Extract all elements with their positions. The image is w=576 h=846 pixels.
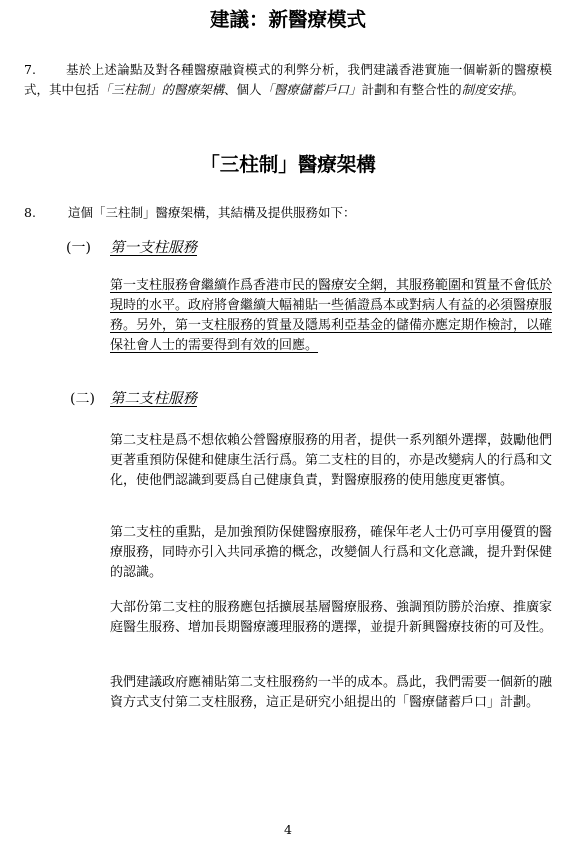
section-1-body-text: 第一支柱服務會繼續作爲香港市民的醫療安全網，其服務範圍和質量不會低於現時的水平。政府將會繼續大幅補貼一些循證爲本或對病人有益的必須醫療服務。另外，第一支柱服務的質量及隱馬利亞基金的儲備亦應定期作檢討，以確保社會人士的需要得到有效的回應。 [110, 278, 553, 353]
heading-three-pillar-framework: 「三柱制」醫療架構 [200, 153, 376, 176]
section-1-number: (一) [66, 240, 91, 256]
page-number: 4 [284, 822, 292, 837]
section-1-body [110, 276, 552, 356]
paragraph-7-text-d: 。 [511, 82, 525, 97]
paragraph-8-number: 8. [24, 205, 36, 220]
section-2-paragraph-3: 大部份第二支柱的服務應包括擴展基層醫療服務、強調預防勝於治療、推廣家庭醫生服務、增加長期醫療護理服務的選擇，並提升新興醫療技術的可及性。 [110, 600, 553, 635]
paragraph-7-text-a: 基於上述論點及對各種醫療融資模式的利弊分析，我們建議香港實施一個嶄新的醫療模式，其中包括 [24, 62, 552, 97]
paragraph-7-number: 7. [24, 62, 36, 77]
section-2-paragraph-2: 第二支柱的重點，是加強預防保健醫療服務，確保年老人士仍可享用優質的醫療服務，同時亦引入共同承擔的概念，改變個人行爲和文化意識，提升對保健的認識。 [110, 525, 553, 580]
section-1-title: 第一支柱服務 [110, 240, 197, 256]
paragraph-7 [24, 60, 552, 100]
heading-new-healthcare-model: 建議：新醫療模式 [209, 8, 366, 31]
paragraph-7-italic-three-pillar: 「三柱制」的醫療架構 [99, 82, 225, 97]
section-2-title: 第二支柱服務 [110, 391, 197, 407]
section-2-paragraph-4: 我們建議政府應補貼第二支柱服務約一半的成本。爲此，我們需要一個新的融資方式支付第二支柱服務，這正是研究小組提出的「醫療儲蓄戶口」計劃。 [110, 675, 553, 710]
paragraph-8: 這個「三柱制」醫療架構，其結構及提供服務如下： [68, 205, 356, 220]
paragraph-7-text-c: 計劃和有整合性的 [361, 82, 462, 97]
section-2-paragraph-1: 第二支柱是爲不想依賴公營醫療服務的用者，提供一系列額外選擇，鼓勵他們更著重預防保健和健康生活行爲。第二支柱的目的，亦是改變病人的行爲和文化，使他們認識到要爲自己健康負責，對醫療服務的使用態度更審慎。 [110, 433, 553, 488]
paragraph-7-italic-savings-account: 「醫療儲蓄戶口」 [261, 82, 362, 97]
paragraph-7-italic-institutional: 制度安排 [461, 82, 512, 97]
paragraph-7-text-b: 、個人 [224, 82, 262, 97]
section-2-number: (二) [70, 391, 95, 407]
